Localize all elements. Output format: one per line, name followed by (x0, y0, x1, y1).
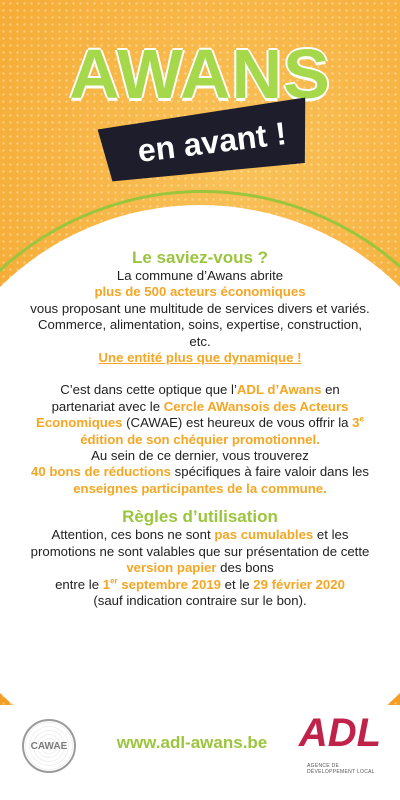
cawae-logo: CAWAE (22, 719, 76, 773)
rules-heading: Règles d’utilisation (122, 507, 278, 527)
offer-adl: ADL d’Awans (236, 382, 322, 398)
offer-text-3: (CAWAE) est heureux de vous offrir la (122, 415, 353, 431)
intro-emphasis: Une entité plus que dynamique ! (98, 350, 302, 366)
intro-heading: Le saviez-vous ? (131, 248, 269, 267)
offer-bons: 40 bons de réductions (31, 464, 172, 480)
main-title: AWANS (69, 35, 331, 113)
date-end: 29 février 2020 (253, 576, 345, 592)
date-start-rest: septembre 2019 (117, 576, 221, 592)
rules-text-c: des bons (216, 560, 274, 576)
date-start-sup: er (110, 576, 118, 586)
rules-text-e: et le (221, 576, 254, 592)
rules-text-d: entre le (55, 576, 103, 592)
footer (0, 705, 400, 800)
rules-paragraph (30, 527, 370, 576)
rules-dates (30, 577, 370, 593)
offer-text-4: spécifiques à faire valoir dans les (171, 464, 369, 480)
offer-text-1: C’est dans cette optique que l’ (60, 382, 237, 398)
offer-cercle: Cercle AWansois des Acteurs Economiques (36, 398, 349, 431)
date-start-num: 1 (102, 576, 111, 592)
intro-line2: vous proposant une multitude de services divers et variés. Commerce, alimentation, soins, expertise, construction, etc. (30, 300, 370, 349)
intro-highlight: plus de 500 acteurs économiques (94, 284, 306, 300)
rules-papier: version papier (126, 560, 217, 576)
rules-cumul: pas cumulables (214, 527, 314, 543)
rules-text-b: et les promotions ne sont valables que sur présentation de cette (30, 527, 370, 559)
date-start (103, 577, 221, 592)
offer-p2: Au sein de ce dernier, vous trouverez (91, 448, 309, 464)
subtitle: en avant ! (135, 115, 289, 169)
offer-enseignes: enseignes participantes de la commune. (73, 480, 327, 496)
content-text (30, 248, 370, 609)
rules-note: (sauf indication contraire sur le bon). (93, 592, 307, 608)
edition-rest: édition de son chéquier promotionnel. (80, 431, 320, 447)
adl-logo (295, 711, 385, 781)
adl-logo-letters: ADL (298, 711, 382, 755)
adl-logo-caption: AGENCE DE DÉVELOPPEMENT LOCAL (307, 763, 375, 775)
website-link[interactable]: www.adl-awans.be (116, 733, 268, 752)
rules-text-a: Attention, ces bons ne sont (51, 527, 215, 543)
offer-p3 (30, 464, 370, 497)
edition-number: 3 (352, 415, 360, 431)
edition-sup: e (359, 414, 364, 424)
offer-text-2: en partenariat avec le (51, 382, 340, 414)
intro-line1: La commune d’Awans abrite (116, 268, 284, 283)
offer-paragraph (30, 382, 370, 448)
